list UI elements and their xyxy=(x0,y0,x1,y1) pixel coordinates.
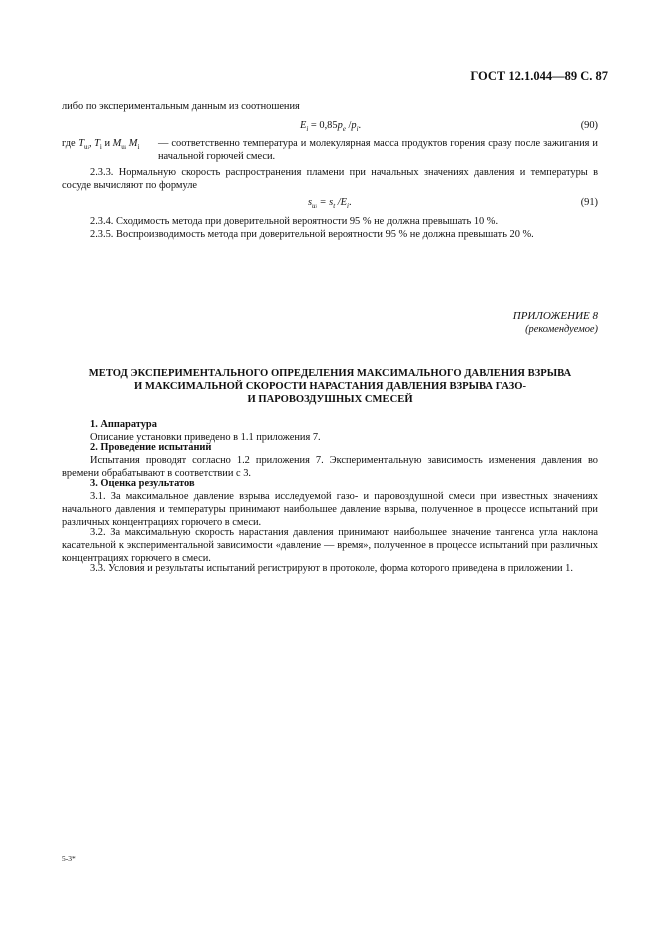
section-2-heading: 2. Проведение испытаний xyxy=(90,442,212,453)
where-label: где xyxy=(62,138,76,149)
paragraph-2-3-3: 2.3.3. Нормальную скорость распространения пламени при начальных значениях давления и температуры в сосуде вычисляют по формуле xyxy=(62,167,598,191)
formula-91-s-sub: t xyxy=(333,202,336,210)
intro-line: либо по экспериментальным данным из соотношения xyxy=(62,101,300,112)
formula-90-pe-sub: e xyxy=(342,125,346,133)
formula-91-lhs-sub: u xyxy=(312,202,316,210)
formula-90-pe: p xyxy=(337,120,343,131)
where-T: T xyxy=(78,138,85,149)
title-line-2: И МАКСИМАЛЬНОЙ СКОРОСТИ НАРАСТАНИЯ ДАВЛЕНИЯ ВЗРЫВА ГАЗО- xyxy=(133,381,527,392)
formula-90-pi-sub: i xyxy=(356,125,359,133)
formula-90-eq: = 0,85 xyxy=(308,120,338,131)
formula-91-lhs-sub2: i xyxy=(315,205,317,210)
where-Ti-sub: i xyxy=(99,143,102,151)
formula-91-slash: /E xyxy=(335,197,347,208)
where-M-sub: u xyxy=(121,143,125,151)
paragraph-2-3-5: 2.3.5. Воспроизводимость метода при доверительной вероятности 95 % не должна превышать 20 %. xyxy=(90,229,534,240)
where-comma: , xyxy=(88,138,95,149)
formula-91-e-sub: i xyxy=(347,202,349,210)
formula-90-slash: / xyxy=(345,120,352,131)
formula-90 xyxy=(300,119,361,132)
where-and: и xyxy=(101,138,113,149)
appendix-status: (рекомендуемое) xyxy=(525,324,598,335)
title-line-3: И ПАРОВОЗДУШНЫХ СМЕСЕЙ xyxy=(247,394,413,405)
formula-90-end: . xyxy=(358,120,362,131)
running-head: ГОСТ 12.1.044—89 С. 87 xyxy=(470,69,608,83)
appendix-label: ПРИЛОЖЕНИЕ 8 xyxy=(512,310,598,322)
formula-90-pi: p xyxy=(351,120,357,131)
paragraph-3-2: 3.2. За максимальную скорость нарастания давления принимают наибольшее значение тангенса угла наклона касательной к экспериментальной зависимости «давление — время», полученное в процессе испытаний при различных концентрациях горючего в смеси. xyxy=(62,527,598,564)
paragraph-3-1: 3.1. За максимальное давление взрыва исследуемой газо- и паровоздушной смеси при известных значениях начального давления и температуры принимают наибольшее давление взрыва, полученное в процессе испытаний при различных концентрациях горючего в смеси. xyxy=(62,491,598,528)
formula-90-lhs: E xyxy=(300,120,307,131)
formula-91-eq: = s xyxy=(316,197,334,208)
paragraph-2-3-4: 2.3.4. Сходимость метода при доверительной вероятности 95 % не должна превышать 10 %. xyxy=(90,216,499,227)
where-Mi: M xyxy=(126,138,138,149)
formula-91-lhs: s xyxy=(308,197,313,208)
formula-91-number: (91) xyxy=(580,197,598,208)
section-3-heading: 3. Оценка результатов xyxy=(90,478,195,489)
where-clause xyxy=(62,137,598,163)
section-1-heading: 1. Аппаратура xyxy=(90,419,157,430)
where-T-sub2: i xyxy=(87,146,89,151)
where-Ti: T xyxy=(94,138,100,149)
paragraph-3-3: 3.3. Условия и результаты испытаний регистрируют в протоколе, форма которого приведена в приложении 1. xyxy=(90,563,573,574)
where-Mi-sub: i xyxy=(137,143,140,151)
page-mark: 5-3* xyxy=(62,854,76,863)
formula-90-number: (90) xyxy=(580,120,598,131)
where-M-sub2: i xyxy=(124,146,127,151)
where-description: — соответственно температура и молекулярная масса продуктов горения сразу после зажигания и начальной горючей смеси. xyxy=(158,138,598,162)
where-T-sub: u xyxy=(84,143,88,151)
where-M: M xyxy=(112,138,122,149)
formula-90-lhs-sub: i xyxy=(306,125,309,133)
section-2-text: Испытания проводят согласно 1.2 приложения 7. Экспериментальную зависимость изменения давления во времени обрабатывают в соответствии с 3. xyxy=(62,455,598,479)
formula-91-end: . xyxy=(348,197,352,208)
where-symbols xyxy=(62,137,158,163)
formula-91 xyxy=(308,196,352,209)
section-1-text: Описание установки приведено в 1.1 приложения 7. xyxy=(90,432,321,443)
title-line-1: МЕТОД ЭКСПЕРИМЕНТАЛЬНОГО ОПРЕДЕЛЕНИЯ МАКСИМАЛЬНОГО ДАВЛЕНИЯ ВЗРЫВА xyxy=(88,368,572,379)
